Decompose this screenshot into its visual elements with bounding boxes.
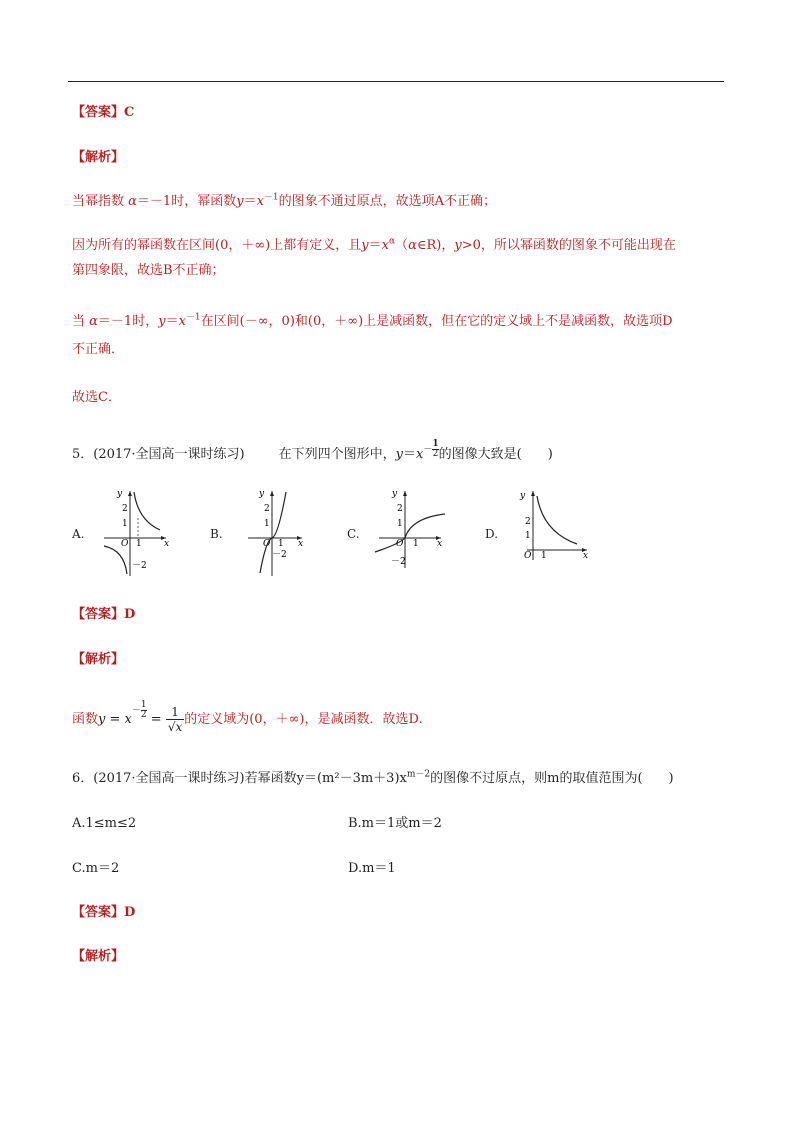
exp-sign: － [423, 445, 433, 455]
answer-line-5 [72, 606, 135, 624]
analysis-paragraph-2-cont: 第四象限，故选B不正确； [72, 263, 225, 278]
option-d[interactable] [485, 488, 615, 578]
exp-den: 2 [432, 449, 439, 459]
question-text: 的图像不过原点，则m的取值范围为( ) [430, 771, 674, 786]
math-y: y [395, 447, 404, 462]
tick-label: 2 [525, 517, 531, 527]
fraction-denominator: √x [167, 720, 183, 734]
text: 因为所有的幂函数在区间(0，＋∞)上都有定义，且 [72, 238, 362, 253]
math-y: y [236, 194, 244, 209]
tick-label: 1 [278, 539, 284, 549]
text: 的图象不通过原点，故选项A不正确； [278, 194, 497, 209]
axis-x-label: x [164, 539, 170, 549]
tick-label: 2 [122, 504, 128, 514]
exp-num: 1 [140, 700, 147, 710]
answer-tag: 【答案】 [72, 105, 125, 120]
math-exponent: －1 [185, 312, 201, 323]
question-number: 5．(2017·全国高一课时练习) [72, 447, 245, 462]
math-x: x [124, 712, 132, 727]
math-alpha: α [128, 194, 137, 209]
analysis-conclusion-1: 故选C． [72, 390, 121, 405]
math-exponent [132, 701, 147, 720]
option-6-d[interactable]: D.m＝1 [348, 861, 396, 876]
axis-y-label: y [392, 489, 398, 499]
tick-label: 1 [541, 551, 547, 561]
text: 当幂指数 [72, 194, 129, 209]
math-alpha: α [408, 238, 417, 253]
text: 当 [72, 314, 90, 329]
text: ＝－1时， [97, 314, 159, 329]
math-eq: ＝ [403, 447, 417, 462]
tick-label: －2 [272, 550, 287, 560]
option-a[interactable] [72, 488, 202, 578]
tick-label: －2 [391, 557, 406, 567]
question-text: 6．(2017·全国高一课时练习)若幂函数y＝(m²－3m＋3)x [72, 771, 407, 786]
text: （ [395, 238, 409, 253]
text: 在下列四个图形中， [278, 447, 396, 462]
exp-num: 1 [432, 439, 439, 449]
tick-label: 2 [397, 504, 403, 514]
math-eq: = [146, 712, 166, 727]
axis-x-label: x [583, 551, 589, 561]
option-c[interactable] [347, 488, 477, 578]
axis-x-label: x [437, 539, 443, 549]
graph-d [507, 488, 607, 578]
graph-a [94, 488, 194, 578]
question-6 [72, 770, 674, 788]
text: ∈R)， [416, 238, 455, 253]
origin-label: O [396, 539, 404, 549]
tick-label: 1 [525, 531, 531, 541]
math-x: x [381, 238, 389, 253]
math-exponent: α [388, 236, 396, 247]
axis-y-label: y [117, 489, 123, 499]
math-y: y [158, 314, 166, 329]
axis-x-label: x [298, 539, 304, 549]
option-6-a[interactable]: A.1≤m≤2 [72, 816, 137, 831]
fraction [166, 705, 184, 734]
option-6-c[interactable]: C.m＝2 [72, 861, 120, 876]
analysis-tag-6: 【解析】 [72, 949, 125, 964]
tick-label: 1 [122, 519, 128, 529]
answer-value: C [124, 105, 135, 120]
math-eq: ＝ [243, 194, 257, 209]
tick-label: 2 [264, 504, 270, 514]
option-label: B. [210, 527, 223, 541]
option-6-b[interactable]: B.m＝1或m＝2 [348, 816, 442, 831]
math-exponent: －1 [263, 192, 279, 203]
math-eq: ＝ [368, 238, 382, 253]
math-exponent [423, 440, 438, 459]
text: 函数 [72, 712, 99, 727]
text: 的图像大致是( ) [438, 447, 553, 462]
exp-den: 2 [140, 710, 147, 720]
analysis-paragraph-3 [72, 313, 673, 331]
tick-label: －2 [132, 561, 147, 571]
analysis-formula-5 [72, 700, 423, 740]
answer-value: D [124, 905, 136, 920]
fraction-numerator: 1 [166, 705, 184, 720]
exp-sign: － [131, 706, 141, 716]
answer-line-1 [72, 104, 134, 122]
option-label: D. [485, 527, 499, 541]
axis-y-label: y [259, 489, 265, 499]
analysis-tag-1: 【解析】 [72, 150, 125, 165]
math-exponent: m－2 [406, 769, 431, 780]
origin-label: O [121, 539, 129, 549]
analysis-paragraph-1 [72, 193, 496, 211]
axis-y-label: y [520, 491, 526, 501]
option-label: C. [347, 527, 360, 541]
origin-label: O [263, 539, 271, 549]
answer-value: D [124, 607, 136, 622]
math-y: y [98, 712, 106, 727]
option-b[interactable] [210, 488, 340, 578]
answer-line-6 [72, 904, 135, 922]
analysis-paragraph-2 [72, 237, 676, 255]
text: 的定义域为(0，＋∞)，是减函数．故选D. [184, 712, 423, 727]
text: >0，所以幂函数的图象不可能出现在 [461, 238, 676, 253]
origin-label: O [524, 551, 532, 561]
question-5 [72, 440, 553, 464]
analysis-tag-5: 【解析】 [72, 652, 125, 667]
option-label: A. [72, 527, 85, 541]
math-y: y [454, 238, 462, 253]
tick-label: 1 [397, 519, 403, 529]
answer-tag: 【答案】 [72, 905, 125, 920]
math-eq: = [105, 712, 125, 727]
math-x: x [416, 447, 424, 462]
tick-label: 1 [413, 539, 419, 549]
tick-label: 1 [264, 519, 270, 529]
math-y: y [361, 238, 369, 253]
math-eq: ＝ [165, 314, 179, 329]
analysis-paragraph-3-cont: 不正确． [72, 342, 125, 357]
math-alpha: α [89, 314, 98, 329]
math-x: x [178, 314, 186, 329]
text: ＝－1时，幂函数 [136, 194, 237, 209]
answer-tag: 【答案】 [72, 607, 125, 622]
graph-c [369, 488, 469, 578]
text: 在区间(－∞，0)和(0，＋∞)上是减函数，但在它的定义域上不是减函数，故选项D [200, 314, 673, 329]
graph-b [232, 488, 332, 578]
math-x: x [256, 194, 264, 209]
header-rule [68, 81, 724, 82]
tick-label: 1 [136, 539, 142, 549]
